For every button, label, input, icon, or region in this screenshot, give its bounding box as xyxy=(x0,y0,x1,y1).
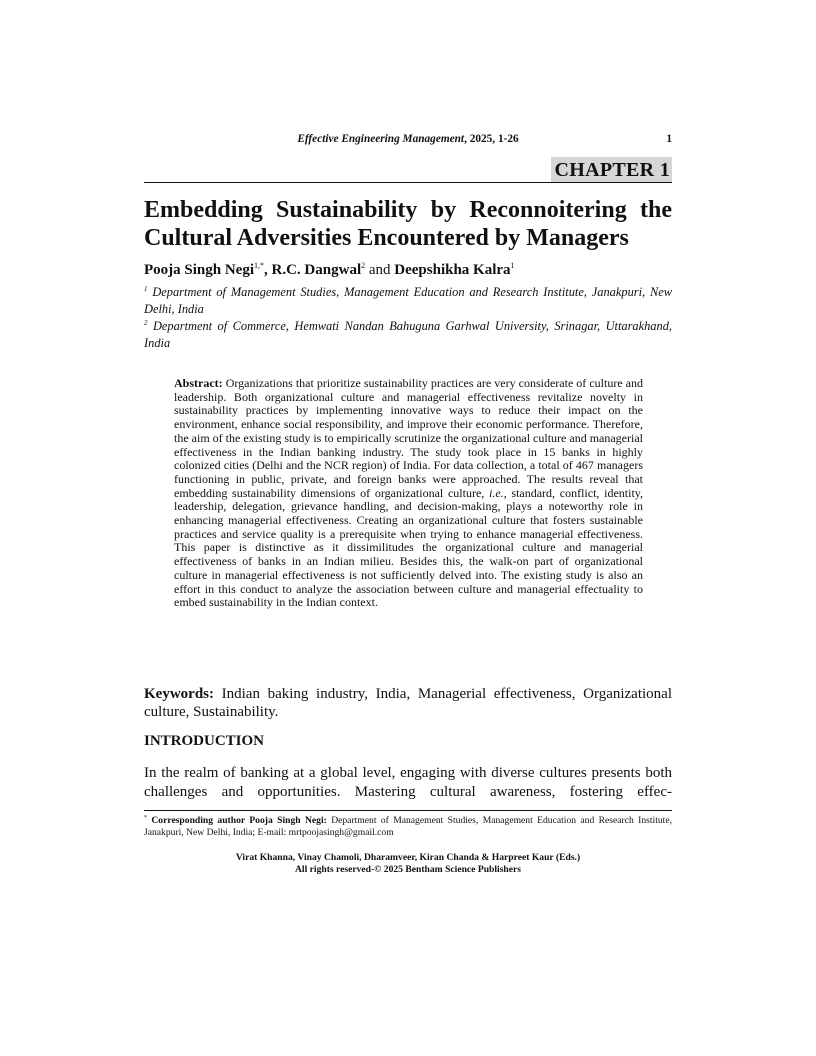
footnote-mark: * xyxy=(144,815,147,821)
footnote-label: Corresponding author Pooja Singh Negi: xyxy=(151,815,327,826)
affiliation-number: 1 xyxy=(144,285,148,293)
footnote-text: Department of Management Studies, Management Education and Research Institute, Janakpuri, New Delhi, India; E-mail: mrtpoojasingh@gmail.com xyxy=(144,815,672,839)
author-separator: , xyxy=(264,262,272,278)
keywords xyxy=(144,685,672,722)
abstract-text: , standard, conflict, identity, leadership, delegation, grievance handling, and decision-making, plays a noteworthy role in enhancing managerial effectiveness. Creating an organizational culture that fosters sustainable practices and service quality is a prerequisite when trying to enhance managerial effectiveness. This paper is distinctive as it dissimilitudes the organizational culture and managerial effectiveness of banks in an Indian milieu. Besides this, the walk-on part of organizational culture in managerial effectiveness is not sufficiently delved into. The existing study is also an effort in this conduct to analyze the association between culture and managerial effectuality to embed sustainability in the Indian context. xyxy=(174,485,644,610)
affiliation-text: Department of Commerce, Hemwati Nandan Bahuguna Garhwal University, Srinagar, Uttarakhand, India xyxy=(144,319,672,350)
affiliation-text: Department of Management Studies, Management Education and Research Institute, Janakpuri, New Delhi, India xyxy=(144,285,672,316)
editors-line: Virat Khanna, Vinay Chamoli, Dharamveer, Kiran Chanda & Harpreet Kaur (Eds.) xyxy=(235,852,581,863)
author-list xyxy=(144,260,672,280)
author-affiliation-mark: 2 xyxy=(361,261,366,270)
abstract-label: Abstract: xyxy=(174,376,223,390)
abstract-emphasis: i.e. xyxy=(489,485,504,500)
running-head xyxy=(144,133,672,149)
affiliation xyxy=(144,318,672,352)
page xyxy=(144,0,672,1056)
chapter-label: CHAPTER 1 xyxy=(551,157,672,182)
author-name: Deepshikha Kalra xyxy=(394,262,511,278)
author-separator: and xyxy=(365,262,395,278)
author-name: R.C. Dangwal xyxy=(271,262,362,278)
abstract-text: Organizations that prioritize sustainability practices are very considerate of culture and leadership. Both organizational culture and managerial effectiveness revitalize novelty in sustainability practices by implementing innovative ways to reduce their impact on the environment, enhance social responsibility, and improve their economic performance. Therefore, the aim of the existing study is to empirically scrutinize the organizational culture and managerial effectiveness in the Indian banking industry. The study took place in 15 banks in highly colonized cities (Delhi and the NCR region) of India. For data collection, a total of 467 managers functioning in public, private, and foreign banks were approached. The results reveal that embedding sustainability dimensions of organizational culture, xyxy=(174,376,644,500)
keywords-label: Keywords: xyxy=(144,686,214,702)
author-name: Pooja Singh Negi xyxy=(144,262,255,278)
author-affiliation-mark: 1,* xyxy=(254,261,265,270)
footnote xyxy=(144,815,672,839)
journal-name: Effective Engineering Management xyxy=(297,133,465,145)
affiliation xyxy=(144,284,672,318)
book-credits xyxy=(144,852,672,877)
page-number: 1 xyxy=(666,133,672,145)
abstract xyxy=(174,377,643,610)
chapter-rule xyxy=(144,182,672,183)
section-heading: INTRODUCTION xyxy=(144,733,265,749)
body-paragraph: In the realm of banking at a global level, engaging with diverse cultures presents both challenges and opportunities. Mastering cultural awareness, fostering effec- xyxy=(144,765,672,800)
chapter-title: Embedding Sustainability by Reconnoitering the Cultural Adversities Encountered by Managers xyxy=(144,197,672,251)
rights-line: All rights reserved-© 2025 Bentham Science Publishers xyxy=(294,864,522,876)
journal-details: , 2025, 1-26 xyxy=(464,133,519,145)
author-affiliation-mark: 1 xyxy=(510,261,515,270)
affiliation-number: 2 xyxy=(144,319,148,327)
keywords-text: Indian baking industry, India, Managerial effectiveness, Organizational culture, Sustainability. xyxy=(144,686,672,721)
footnote-rule xyxy=(144,810,672,811)
